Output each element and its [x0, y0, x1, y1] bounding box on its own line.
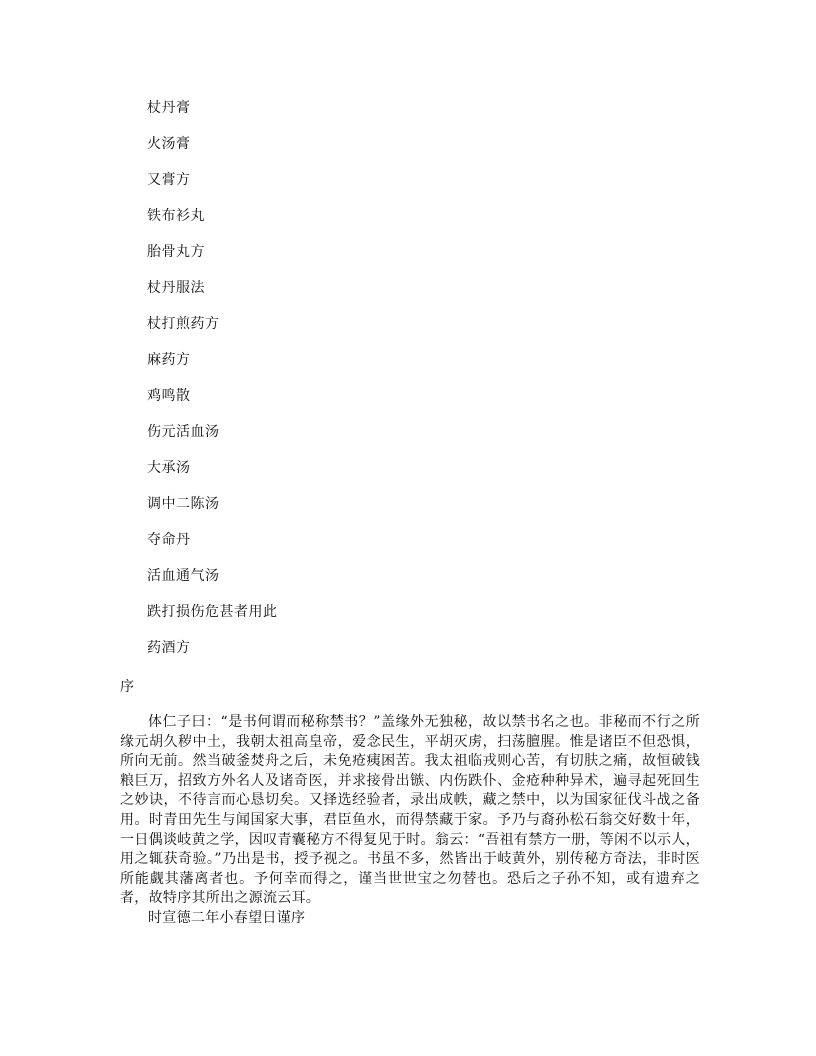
- recipe-item: 杖打煎药方: [147, 316, 220, 332]
- recipe-item: 铁布衫丸: [147, 208, 205, 224]
- recipe-item: 胎骨丸方: [147, 244, 205, 260]
- preface-body: 体仁子曰：“是书何谓而秘称禁书？”盖缘外无独秘，故以禁书名之也。非秘而不行之所缘元胡久秽中土，我朝太祖高皇帝，爱念民生，平胡灭虏，扫荡膻腥。惟是诸臣不但恐惧，所向无前。然当破釜焚舟之后，未免疮痍困苦。我太祖临戎则心苦，有切肤之痛，故恒破钱粮巨万，招致方外名人及诸奇医，并求接骨出镞、内伤跌仆、金疮种种异术，遍寻起死回生之妙诀，不待言而心恳切矣。又择选经验者，录出成帙，藏之禁中，以为国家征伐斗战之备用。时青田先生与闻国家大事，君臣鱼水，而得禁藏于家。予乃与裔孙松石翁交好数十年，一日偶谈岐黄之学，因叹青囊秘方不得复见于时。翁云：“吾祖有禁方一册，等闲不以示人，用之辄获奇验。”乃出是书，授予视之。书虽不多，然皆出于岐黄外，别传秘方奇法，非时医所能觑其藩离者也。予何幸而得之，谨当世世宝之勿替也。恐后之子孙不知，或有遗弃之者，故特序其所出之源流云耳。: [120, 714, 700, 907]
- recipe-item: 调中二陈汤: [147, 496, 220, 512]
- recipe-item: 夺命丹: [147, 532, 191, 548]
- recipe-item: 活血通气汤: [147, 568, 220, 584]
- recipe-item: 麻药方: [147, 352, 191, 368]
- recipe-item: 杖丹服法: [147, 280, 205, 296]
- recipe-item: 鸡鸣散: [147, 388, 191, 404]
- recipe-item: 又膏方: [147, 172, 191, 188]
- recipe-item: 火汤膏: [147, 136, 191, 152]
- recipe-list: [147, 98, 278, 674]
- recipe-item: 伤元活血汤: [147, 424, 220, 440]
- recipe-item: 杖丹膏: [147, 100, 191, 116]
- preface-heading: 序: [120, 679, 134, 695]
- preface-signoff: 时宣德二年小春望日谨序: [148, 910, 306, 926]
- recipe-item: 大承汤: [147, 460, 191, 476]
- recipe-item: 药酒方: [147, 640, 191, 656]
- recipe-item: 跌打损伤危甚者用此: [147, 604, 278, 620]
